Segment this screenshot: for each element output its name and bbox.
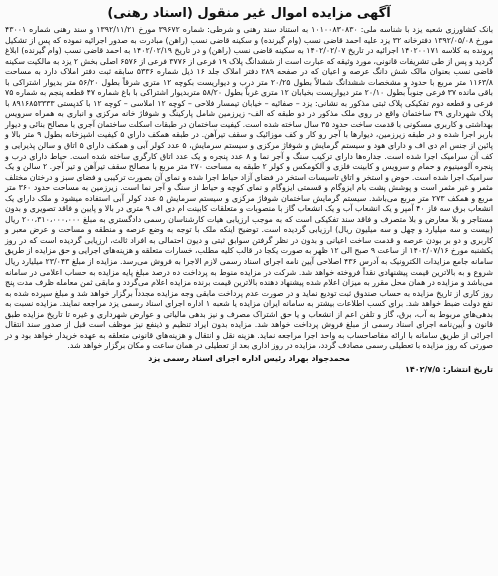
publish-date: تاریخ انتشار: ۱۴۰۲/۷/۵ xyxy=(404,364,493,374)
notice-body: بانک کشاورزی شعبه یزد با شناسه ملی: ۱۰۱۰۰۸۳۰۸۳۰ به استناد سند رهنی و شرطی: شماره ۳۹۶۷۲ مورخ ۱۳۹۲/۱۱/۲۱ و سند رهنی شماره ۴۳۰۰۱ مورخ ۱۳۹۲/۰۵/۰۸ دفترخانه ۳۲ یزد علیه احمد قاضی نسب (وام گیرنده) و سکینه قاضی نسب (راهن) مبادرت به صدور اجرائیه نموده که پس از تشکیل پرونده به کلاسه ۱۴۰۲۰۰۱۷۱ اجرائیه در تاریخ ۱۴۰۲/۰۲/۰۷ به سکینه قاضی نسب (راهن) و در تاریخ ۱۴۰۲/۰۲/۱۹ به احمد قاضی نسب (وام گیرنده) ابلاغ گردید و پس از طی تشریفات قانونی، مورد وثیقه که عبارت است از ششدانگ پلاک ۱۹ فرعی از ۳۷۷۶ فرعی از ۶۵۷۶ اصلی بخش ۲ یزد به مالکیت سکینه قاضی نسب بعنوان مالک شش دانگ عرصه و اعیان که در صفحه ۲۸۹ دفتر املاک جلد ۱۶ ذیل شماره ۵۳۳۶ سابقه ثبت دفتر املاک دارد به مساحت ۱۱۶۳/۸ متر مربع با حدود و مشخصات ششدانگ شمالاً بطول ۲۰/۲۵ متر درب و دیواریست بکوچه ۱۲ متری شرقاً بطول ۵۶/۲۰ متر بدیوار اشتراکی با باقی مانده ۳۷ فرعی جنوباً بطول ۲۰/۱۰ متر دیواریست بخیابان ۱۲ متری غرباً بطول ۵۸/۲۰ متربدیوار اشتراکی با باغ شماره ۴۷ قطعه پنجم به شماره ۷۵ فرعی و قطعه دوم تفکیکی پلاک ثبتی مذکور به نشانی: یزد – صفائیه – خیابان تیمسار فلاحی – کوچه ۱۲ املاسی – کوچه ۱۲ با کدپستی ۸۹۱۶۸۵۳۳۳۳ با پلاک شهرداری ۳۹ ساختمان واقع در روی ملک مذکور در دو طبقه که الف- زیرزمین شامل پارکینگ و شوفاژ خانه مرکزی و انباری به همراه سرویس بهداشتی و کاربری مسکونی با قدمت ساخت حدود ۳۵ سال ساخته شده است. کیفیت ساختمان در طبقات اسکلت ساختمان آجری با مصالح بنائی و دیوار باربر اجرا شده و در طبقه زیرزمین، دیوارها با آجر رو کار و کف موزائیک و سقف تیرآهن. در طبقه همکف دارای ۵ کیفیت اشپزخانه بطول ۹ متر بالا و پائین از جنس ام دی اف و دارای هود و سیستم گرمایش و شوفاژ مرکزی و سیستم سرمایش، ۵ عدد کولر آبی و همکف دارای ۵ اتاق و سالن پذیرایی و کف آن سرامیک اجرا شده است. جداره‌ها دارای ترکیب سنگ و آجر نما و ۸ عدد پنجره و یک عدد اتاق کارگری ساخته شده است. حیاط دارای درب و پنجره آلومینیوم و حمام و سرویس و کابینت فلزی و آلکومکس و کولر ۲ طبقه به مساحت ۲۷۰ متر مربع با مصالح سقف تیرآهن و تیر آجر. ۲ سالن و یک سرامیک اجرا شده است. حوض و استخر و اتاق تاسیسات استخر در فضای آزاد حیاط اجرا شده و نمای آن بصورت ترکیبی و فضای سبز و درختان مختلف مثمر و غیر مثمر است و پوشش پشت بام ایزوگام و قسمتی ایزوگام و نمای کوچه و حیاط از سنگ و آجر نما است. زیرزمین به مساحت حدود ۳۶۰ متر مربع و همکف ۲۷۳ متر مربع می‌باشد. سیستم گرمایش ساختمان شوفاژ مرکزی و سیستم سرمایش ۵ عدد کولر آبی استفاده میشود و ملک دارای یک انشعاب برق سه فاز ۴۰ آمپر و یک انشعاب آب و یک انشعاب گاز با منصوبات و متعلقات کابینت ام دی اف ۹ متری در بالا و پایین و فاقد تصویری و بدون مستاجر و بلا معارض و بلا متصرف و فاقد سند تفکیکی است که به موجب ارزیابی هیات کارشناسان رسمی دادگستری به مبلغ ۲۰۰،۳۱۰،۰۰۰،۰۰۰ ریال (بیست و سه میلیارد و چهل و سه میلیون ریال) ارزیابی گردیده است. توضیح اینکه ملک با توجه به وضع عرصه و منطقه و مساحت و عرض معبر و کاربری و دو بر بودن عرصه و قدمت ساخت اعیانی و بدون در نظر گرفتن سوابق ثبتی و دیون احتمالی به افراد ثالث، ارزیابی گردیده است که در روز یکشنبه مورخ ۱۴۰۲/۰۷/۱۶ از ساعت ۹ صبح الی ۱۲ ظهر به صورت یکجا در قالب کلیه مطلب، خسارات متعلقه و هزینه‌های اجرایی و حق مزایده از طریق سامانه جامع مزایدات الکترونیک به آدرس ۴۳۶ اصلاحی آیین نامه اجرای اسناد رسمی لازم الاجرا به فروش می‌رسد. مزایده از مبلغ ۲۳/۰۴۳ میلیارد ریال شروع و به بالاترین قیمت پیشنهادی نقداً فروخته خواهد شد. شرکت در مزایده منوط به پرداخت ده درصد مبلغ پایه مزایده به حساب اعلامی در سامانه می‌باشد و مزایده در همان محل مقرر به میزان اعلام شده پیشنهاد دهنده بالاترین قیمت برنده مزایده اعلام می‌گردد و مابقی ثمن معامله ظرف مدت پنج روز کاری از تاریخ مزایده به حساب صندوق ثبت تودیع نماید و در صورت عدم پرداخت مابقی وجه مزایده مجدداً برگزار خواهد شد و مبلغ سپرده شده به نفع دولت ضبط خواهد شد. برای کسب اطلاعات بیشتر به سامانه ایران مزایده یا شعبه ۱ اداره اجرای اسناد رسمی یزد مراجعه نمایند. مزایده نسبت به بدهی‌های مربوط به آب، برق، گاز و تلفن اعم از انشعاب و یا حق اشتراک مصرف و نیز بدهی مالیاتی و عوارض شهرداری و غیره تا تاریخ مزایده طبق قانون و آیین‌نامه اجرای اسناد رسمی از مبلغ فروش پرداخت خواهد شد. مزایده بدون ایراد تنظیم و ذینفع نیز موظف است قبل از صدور سند انتقال اجرائی از طریق سامانه با ارائه مفاصاحساب به واحد اجرا مراجعه نماید. هزینه نقل و انتقال و هزینه‌های قانونی متعلقه به عهده خریدار خواهد بود و در صورتی که روز مزایده با تعطیلی رسمی مصادف گردد، مزایده در روز اداری بعد از تعطیلی در همان ساعت و مکان برگزار خواهد شد. xyxy=(5,25,494,351)
signature-name: محمدجواد بهراد رئیس اداره اجرای اسناد رسمی یزد xyxy=(148,353,350,363)
notice-title: آگهی مزایده اموال غیر منقول (اسناد رهنی) xyxy=(107,6,391,21)
